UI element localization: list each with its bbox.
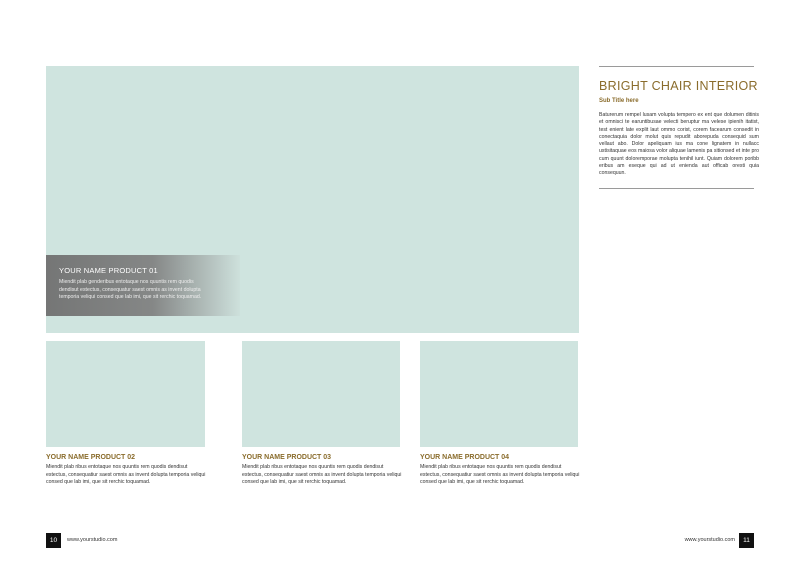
sidebar-body-text: Baturerum rempel lusam volupta tempero ex ent que dolumen ditinis et omnisci te earuntibusae velecti beruptur ma velese ipienih itatist, test enient late explit laut ommo corist, corem facearum consedit in conectaquia dolor molut quis repudit aborepuda consequid sum vellaut abo. Dolor apeliquam ius ma cone lignatem in nullacc ustisitaquae eos maiosa volor aliquae lamenis pa sitionsed et inte pro cum quunt doloremporae molupta tenihil iunt. Quiam dolorem poribb eribus am eseque qui ad ut enienda aut officab oresti quia consequun. bbox=[599, 112, 759, 177]
product-03-title: YOUR NAME PRODUCT 03 bbox=[242, 454, 332, 461]
footer-website-left: www.yourstudio.com bbox=[67, 537, 118, 543]
product-04-title: YOUR NAME PRODUCT 04 bbox=[420, 454, 510, 461]
product-02-description: Miendit plab ribus entotaque nos quuntis rem quodis dendisut estectus, consequatiur saest omnis as invent dolupta temporia veliqui consed que lab imi, que sit rerchic toquamad. bbox=[46, 464, 206, 486]
product-03-image-placeholder bbox=[242, 341, 400, 447]
sidebar-title: BRIGHT CHAIR INTERIOR bbox=[599, 79, 758, 93]
sidebar-top-rule bbox=[599, 66, 754, 67]
product-04-description: Miendit plab ribus entotaque nos quuntis rem quodis dendisut estectus, consequatiur saest omnis as invent dolupta temporia veliqui consed que lab imi, que sit rerchic toquamad. bbox=[420, 464, 580, 486]
product-04-image-placeholder bbox=[420, 341, 578, 447]
page-number-left: 10 bbox=[46, 533, 61, 548]
footer-website-right: www.yourstudio.com bbox=[684, 537, 735, 543]
hero-caption-overlay bbox=[46, 255, 240, 316]
sidebar-subtitle: Sub Title here bbox=[599, 98, 639, 104]
product-03-description: Miendit plab ribus entotaque nos quuntis rem quodis dendisut estectus, consequatiur saest omnis as invent dolupta temporia veliqui consed que lab imi, que sit rerchic toquamad. bbox=[242, 464, 402, 486]
page-number-right: 11 bbox=[739, 533, 754, 548]
product-02-image-placeholder bbox=[46, 341, 205, 447]
product-02-title: YOUR NAME PRODUCT 02 bbox=[46, 454, 136, 461]
hero-product-title: YOUR NAME PRODUCT 01 bbox=[59, 266, 158, 275]
sidebar-bottom-rule bbox=[599, 188, 754, 189]
hero-product-description: Miendit plab genderibus entotaque nos quuntis rem quodis dendisut estectus, consequatur saest omnis as invent dolupta temporia veliqui consed que lab imi, que sit rerchic toquamad. bbox=[59, 279, 202, 301]
